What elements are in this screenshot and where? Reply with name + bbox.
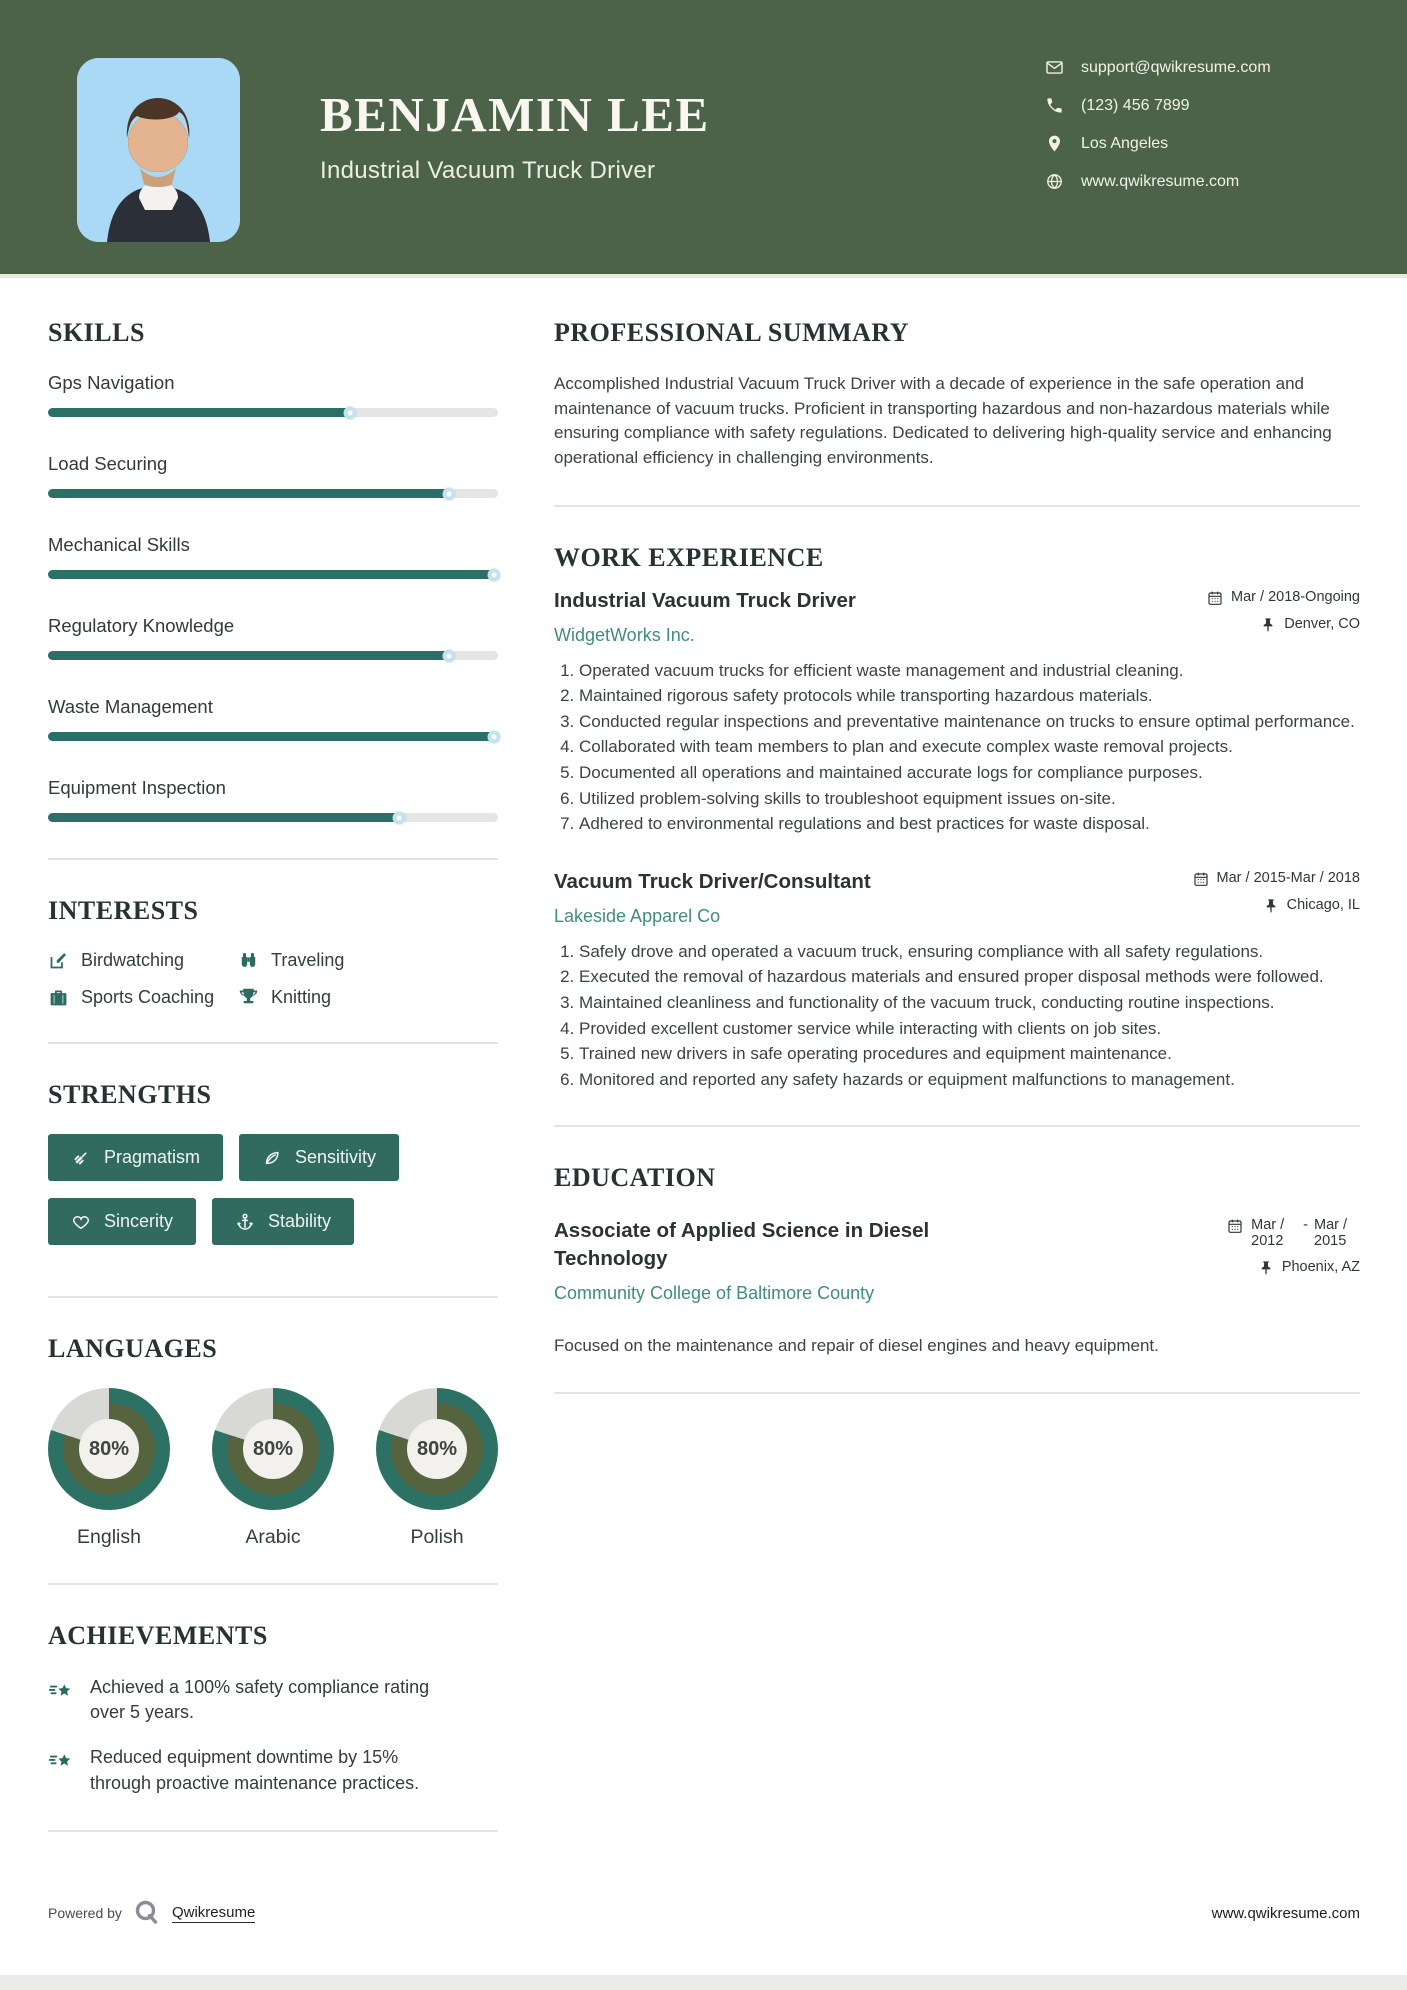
skill-slider[interactable] (48, 813, 498, 822)
profile-photo (77, 58, 240, 242)
location-pin-icon (1045, 134, 1064, 153)
language-donut-chart (212, 1388, 334, 1510)
briefcase-icon (48, 987, 69, 1008)
skill-label: Waste Management (48, 696, 213, 717)
education-date-end: Mar / 2015 (1314, 1217, 1348, 1250)
education-meta (1207, 1217, 1360, 1276)
language-percent: 80% (243, 1419, 303, 1479)
achievements-list (48, 1675, 498, 1796)
skill-label: Regulatory Knowledge (48, 615, 235, 636)
job-bullets (554, 941, 1360, 1092)
divider (48, 1583, 498, 1585)
strength-badge[interactable] (48, 1198, 196, 1245)
globe-icon (1045, 172, 1064, 191)
slider-thumb[interactable] (393, 811, 406, 824)
contact-email-text[interactable]: support@qwikresume.com (1081, 58, 1271, 76)
skill-item (48, 372, 498, 417)
contact-location (1045, 134, 1271, 153)
calendar-icon (1227, 1218, 1243, 1234)
summary-text: Accomplished Industrial Vacuum Truck Driver with a decade of experience in the safe operation and maintenance of vacuum trucks. Proficient in transporting hazardous and non-hazardous materials while ensuring compliance with safety regulations. Dedicated to delivering high-quality service and enhancing operational efficiency in challenging environments. (554, 374, 1332, 467)
skill-item (48, 534, 498, 579)
anchor-icon (235, 1212, 255, 1232)
calendar-icon (1207, 590, 1223, 606)
job-bullet: 3. Conducted regular inspections and preventative maintenance on trucks to ensure optimal performance. (579, 711, 1360, 734)
job-date-text: Mar / 2015-Mar / 2018 (1216, 869, 1360, 886)
divider (554, 1125, 1360, 1127)
slider-fill (48, 651, 449, 660)
pushpin-icon (1263, 898, 1279, 914)
content (0, 278, 1407, 1868)
contact-location-text[interactable]: Los Angeles (1081, 134, 1169, 152)
skill-label: Load Securing (48, 453, 168, 474)
job-bullet: 5. Trained new drivers in safe operating procedures and equipment maintenance. (579, 1043, 1360, 1066)
skills-list (48, 372, 498, 822)
slider-fill (48, 570, 494, 579)
language-item (376, 1388, 498, 1549)
qwikresume-brand-link[interactable]: Qwikresume (171, 1903, 256, 1921)
job-bullet: 2. Executed the removal of hazardous materials and ensured proper disposal methods were followed. (579, 966, 1360, 989)
footer-branding (48, 1898, 255, 1928)
strength-badge[interactable] (212, 1198, 354, 1245)
strength-label: Sensitivity (295, 1147, 377, 1167)
binoculars-icon (238, 950, 259, 971)
contact-email (1045, 58, 1271, 77)
trophy-icon (238, 987, 259, 1008)
skills-heading: SKILLS (48, 318, 145, 347)
education-title-block (554, 1217, 1024, 1319)
work-experience-heading: WORK EXPERIENCE (554, 542, 824, 572)
strength-badge[interactable] (48, 1134, 223, 1181)
divider (48, 1296, 498, 1298)
slider-fill (48, 813, 399, 822)
divider (48, 1042, 498, 1044)
job-company-link[interactable]: Lakeside Apparel Co (554, 905, 721, 926)
candidate-name: BENJAMIN LEE (320, 87, 710, 142)
job-bullet: 4. Provided excellent customer service while interacting with clients on job sites. (579, 1018, 1360, 1041)
contact-website-text[interactable]: www.qwikresume.com (1081, 172, 1240, 190)
job-bullet: 7. Adhered to environmental regulations and best practices for waste disposal. (579, 813, 1360, 836)
skill-label: Gps Navigation (48, 372, 175, 393)
job-bullet: 4. Collaborated with team members to plan and execute complex waste removal projects. (579, 736, 1360, 759)
strengths-heading: STRENGTHS (48, 1080, 212, 1109)
education-location-text: Phoenix, AZ (1281, 1259, 1360, 1276)
job-location (1260, 616, 1360, 633)
interest-label: Knitting (271, 987, 332, 1007)
slider-thumb[interactable] (487, 568, 500, 581)
languages-heading: LANGUAGES (48, 1334, 218, 1363)
language-donut-chart (376, 1388, 498, 1510)
right-column (554, 318, 1360, 1868)
job-meta (1173, 870, 1360, 914)
contact-phone-text[interactable]: (123) 456 7899 (1081, 96, 1190, 114)
job-title: Vacuum Truck Driver/Consultant (554, 869, 871, 893)
interests-list (48, 950, 498, 1008)
strength-label: Stability (268, 1211, 332, 1231)
language-percent: 80% (79, 1419, 139, 1479)
education-description: Focused on the maintenance and repair of diesel engines and heavy equipment. (554, 1335, 1159, 1355)
profile-photo-illustration (77, 58, 240, 242)
job-bullet: 6. Utilized problem-solving skills to troubleshoot equipment issues on-site. (579, 788, 1360, 811)
job-entry (554, 870, 1360, 1092)
skill-slider[interactable] (48, 651, 498, 660)
email-icon (1045, 58, 1064, 77)
left-column (48, 318, 498, 1868)
interest-item (48, 987, 224, 1008)
job-location-text: Chicago, IL (1286, 896, 1360, 913)
language-item (212, 1388, 334, 1549)
interest-label: Birdwatching (81, 950, 185, 970)
job-bullet: 5. Documented all operations and maintained accurate logs for compliance purposes. (579, 762, 1360, 785)
strength-label: Sincerity (104, 1211, 174, 1231)
skill-item (48, 453, 498, 498)
divider (48, 1830, 498, 1832)
job-date (1207, 589, 1360, 606)
candidate-title: Industrial Vacuum Truck Driver (320, 157, 656, 184)
interest-item (238, 950, 498, 971)
education-location (1258, 1259, 1360, 1276)
language-item (48, 1388, 170, 1549)
footer-url[interactable]: www.qwikresume.com (1211, 1904, 1360, 1922)
divider (554, 505, 1360, 507)
achievement-item (48, 1745, 498, 1795)
interest-label: Sports Coaching (81, 987, 215, 1007)
job-date (1193, 870, 1360, 887)
job-location-text: Denver, CO (1284, 615, 1360, 632)
achievement-text: Achieved a 100% safety compliance rating over 5 years. (90, 1677, 430, 1723)
job-bullet: 1. Safely drove and operated a vacuum truck, ensuring compliance with all safety regulations. (579, 941, 1360, 964)
job-title-block (554, 870, 871, 927)
divider (48, 858, 498, 860)
job-location (1263, 897, 1360, 914)
job-bullet: 6. Monitored and reported any safety hazards or equipment malfunctions to management. (579, 1069, 1360, 1092)
pushpin-icon (1260, 617, 1276, 633)
powered-by-label: Powered by (48, 1905, 122, 1921)
interest-label: Traveling (271, 950, 345, 970)
slider-fill (48, 489, 449, 498)
slider-fill (48, 408, 350, 417)
slider-fill (48, 732, 494, 741)
education-heading: EDUCATION (554, 1163, 716, 1193)
interest-item (238, 987, 498, 1008)
skill-slider[interactable] (48, 489, 498, 498)
job-entry (554, 589, 1360, 836)
slider-thumb[interactable] (442, 487, 455, 500)
job-title: Industrial Vacuum Truck Driver (554, 588, 856, 612)
education-date (1227, 1217, 1360, 1249)
contact-website (1045, 172, 1271, 191)
job-meta (1187, 589, 1360, 633)
skill-slider[interactable] (48, 570, 498, 579)
interest-item (48, 950, 224, 971)
skill-label: Equipment Inspection (48, 777, 226, 798)
education-school-link[interactable]: Community College of Baltimore County (554, 1282, 875, 1303)
language-label: Polish (410, 1526, 464, 1548)
job-company-link[interactable]: WidgetWorks Inc. (554, 624, 695, 645)
job-header (554, 589, 1360, 646)
contact-phone (1045, 96, 1271, 115)
language-label: English (77, 1526, 141, 1548)
skill-item (48, 777, 498, 822)
interests-heading: INTERESTS (48, 896, 199, 925)
contact-list (1045, 58, 1271, 191)
slider-thumb[interactable] (487, 730, 500, 743)
strength-label: Pragmatism (104, 1147, 201, 1167)
education-degree: Associate of Applied Science in Diesel Technology (554, 1219, 930, 1271)
language-donut-chart (48, 1388, 170, 1510)
skill-slider[interactable] (48, 408, 498, 417)
skill-item (48, 615, 498, 660)
pen-square-icon (48, 950, 69, 971)
heart-icon (71, 1212, 91, 1232)
divider (554, 1392, 1360, 1394)
achievement-item (48, 1675, 498, 1725)
phone-icon (1045, 96, 1064, 115)
skill-label: Mechanical Skills (48, 534, 190, 555)
slider-thumb[interactable] (343, 406, 356, 419)
job-header (554, 870, 1360, 927)
skill-item (48, 696, 498, 741)
job-bullet: 3. Maintained cleanliness and functionality of the vacuum truck, conducting routine inspections. (579, 992, 1360, 1015)
job-title-block (554, 589, 856, 646)
language-percent: 80% (407, 1419, 467, 1479)
job-bullet: 2. Maintained rigorous safety protocols while transporting hazardous materials. (579, 685, 1360, 708)
languages-list (48, 1388, 498, 1549)
job-date-text: Mar / 2018-Ongoing (1231, 588, 1360, 605)
job-bullets (554, 660, 1360, 836)
achievement-text: Reduced equipment downtime by 15% through proactive maintenance practices. (90, 1747, 420, 1793)
summary-heading: PROFESSIONAL SUMMARY (554, 318, 910, 347)
qwikresume-logo-icon (132, 1898, 162, 1928)
job-bullet: 1. Operated vacuum trucks for efficient waste management and industrial cleaning. (579, 660, 1360, 683)
strength-badge[interactable] (239, 1134, 399, 1181)
calendar-icon (1193, 871, 1209, 887)
shooting-star-icon (48, 1677, 75, 1704)
footer (0, 1898, 1407, 1928)
skill-slider[interactable] (48, 732, 498, 741)
gavel-icon (71, 1148, 91, 1168)
education-header (554, 1217, 1360, 1319)
pushpin-icon (1258, 1260, 1274, 1276)
shooting-star-icon (48, 1747, 75, 1774)
leaf-icon (262, 1148, 282, 1168)
strengths-list (48, 1134, 498, 1262)
bottom-edge-strip (0, 1975, 1407, 1990)
identity-block (320, 86, 710, 185)
education-date-separator: - (1303, 1217, 1308, 1234)
education-date-text (1251, 1217, 1360, 1249)
achievements-heading: ACHIEVEMENTS (48, 1621, 268, 1650)
header (0, 0, 1407, 278)
education-entry (554, 1217, 1360, 1358)
slider-thumb[interactable] (442, 649, 455, 662)
education-date-start: Mar / 2012 (1251, 1217, 1285, 1250)
language-label: Arabic (245, 1526, 301, 1548)
